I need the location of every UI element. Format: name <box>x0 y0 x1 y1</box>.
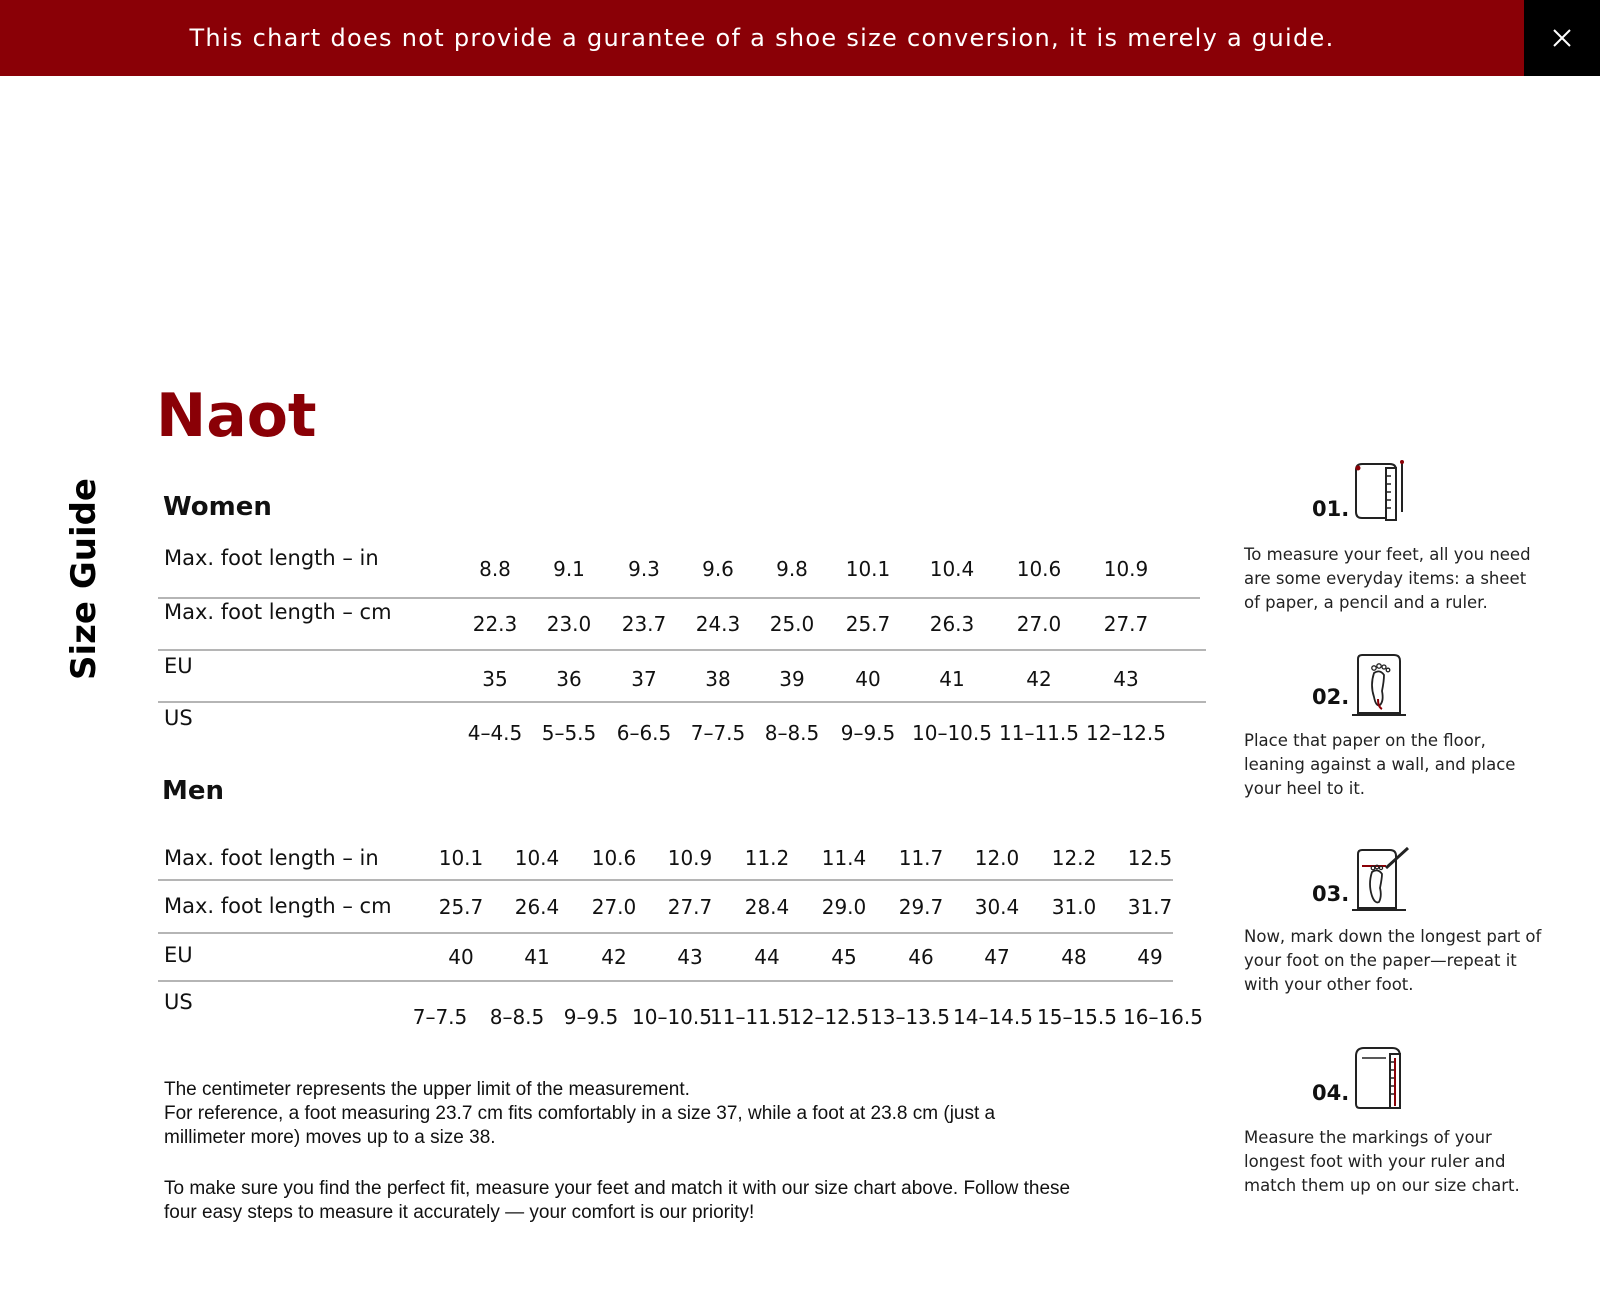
women-in-cell: 9.8 <box>776 557 808 581</box>
men-us-cell: 15–15.5 <box>1037 1005 1117 1029</box>
men-cm-label: Max. foot length – cm <box>164 894 392 918</box>
men-in-cell: 11.7 <box>898 846 944 870</box>
women-in-label: Max. foot length – in <box>164 546 379 570</box>
men-us-cell: 8–8.5 <box>489 1005 545 1029</box>
women-cm-label: Max. foot length – cm <box>164 600 392 624</box>
men-us-cell: 9–9.5 <box>563 1005 619 1029</box>
men-us-cell: 13–13.5 <box>870 1005 950 1029</box>
paper-ruler-icon <box>1352 460 1412 524</box>
women-in-cell: 10.9 <box>1103 557 1149 581</box>
women-us-cell: 11–11.5 <box>999 721 1079 745</box>
naot-logo <box>156 388 366 452</box>
men-us-label: US <box>164 990 193 1014</box>
men-eu-cell: 46 <box>908 945 934 969</box>
men-in-cell: 12.2 <box>1051 846 1097 870</box>
women-in-cell: 10.6 <box>1016 557 1062 581</box>
note-line-2: For reference, a foot measuring 23.7 cm fits comfortably in a size 37, while a foot at 23.8 cm (just a millimeter more) moves up to a size 38. <box>164 1103 996 1148</box>
women-in-cell: 9.6 <box>702 557 734 581</box>
divider <box>158 980 1173 982</box>
step-2-text: Place that paper on the floor, leaning against a wall, and place your heel to it. <box>1244 731 1516 798</box>
men-us-cell: 7–7.5 <box>412 1005 468 1029</box>
women-cm-cell: 23.0 <box>546 612 592 636</box>
men-title: Men <box>162 776 225 806</box>
men-eu-cell: 41 <box>524 945 550 969</box>
step-1-text: To measure your feet, all you need are some everyday items: a sheet of paper, a pencil and a ruler. <box>1244 545 1531 612</box>
women-in-cell: 10.1 <box>845 557 891 581</box>
women-eu-cell: 35 <box>482 667 508 691</box>
women-us-label: US <box>164 706 193 730</box>
women-eu-cell: 41 <box>939 667 965 691</box>
women-eu-cell: 38 <box>705 667 731 691</box>
women-cm-cell: 22.3 <box>472 612 518 636</box>
men-cm-cell: 27.0 <box>591 895 637 919</box>
men-in-label: Max. foot length – in <box>164 846 379 870</box>
women-eu-cell: 37 <box>631 667 657 691</box>
men-eu-cell: 47 <box>984 945 1010 969</box>
step-3-text: Now, mark down the longest part of your foot on the paper—repeat it with your other foot. <box>1244 927 1542 994</box>
page-title: Size Guide <box>64 478 104 680</box>
women-cm-cell: 25.0 <box>769 612 815 636</box>
women-us-cell: 7–7.5 <box>690 721 746 745</box>
measure-paper-icon <box>1352 1044 1412 1112</box>
men-cm-cell: 27.7 <box>667 895 713 919</box>
women-in-cell: 8.8 <box>479 557 511 581</box>
women-cm-cell: 23.7 <box>621 612 667 636</box>
step-4-number: 04. <box>1312 1081 1350 1105</box>
women-us-cell: 8–8.5 <box>764 721 820 745</box>
women-in-cell: 9.3 <box>628 557 660 581</box>
men-us-cell: 11–11.5 <box>710 1005 790 1029</box>
women-us-cell: 4–4.5 <box>467 721 523 745</box>
men-eu-cell: 43 <box>677 945 703 969</box>
women-cm-cell: 27.0 <box>1016 612 1062 636</box>
mark-foot-icon <box>1350 846 1414 912</box>
men-eu-cell: 42 <box>601 945 627 969</box>
step-2-number: 02. <box>1312 685 1350 709</box>
divider <box>158 932 1173 934</box>
divider <box>158 701 1206 703</box>
women-us-cell: 5–5.5 <box>541 721 597 745</box>
women-us-cell: 9–9.5 <box>840 721 896 745</box>
men-cm-cell: 30.4 <box>974 895 1020 919</box>
disclaimer-banner <box>0 0 1524 76</box>
banner-message: This chart does not provide a gurantee of a shoe size conversion, it is merely a guide. <box>189 24 1335 52</box>
women-eu-cell: 39 <box>779 667 805 691</box>
step-4-text: Measure the markings of your longest foot with your ruler and match them up on our size chart. <box>1244 1128 1520 1195</box>
men-cm-cell: 29.0 <box>821 895 867 919</box>
men-eu-cell: 49 <box>1137 945 1163 969</box>
men-in-cell: 10.6 <box>591 846 637 870</box>
women-eu-cell: 36 <box>556 667 582 691</box>
men-eu-cell: 48 <box>1061 945 1087 969</box>
women-cm-cell: 24.3 <box>695 612 741 636</box>
men-in-cell: 11.4 <box>821 846 867 870</box>
men-cm-cell: 29.7 <box>898 895 944 919</box>
men-eu-cell: 40 <box>448 945 474 969</box>
men-eu-label: EU <box>164 943 193 967</box>
close-button[interactable] <box>1524 0 1600 76</box>
men-us-cell: 10–10.5 <box>632 1005 712 1029</box>
women-cm-cell: 25.7 <box>845 612 891 636</box>
women-in-cell: 9.1 <box>553 557 585 581</box>
step-1-number: 01. <box>1312 497 1350 521</box>
men-cm-cell: 26.4 <box>514 895 560 919</box>
men-us-cell: 16–16.5 <box>1123 1005 1203 1029</box>
note-line-1: The centimeter represents the upper limit of the measurement. <box>164 1079 690 1100</box>
men-in-cell: 12.5 <box>1127 846 1173 870</box>
divider <box>158 879 1173 881</box>
men-cm-cell: 31.0 <box>1051 895 1097 919</box>
women-eu-label: EU <box>164 654 193 678</box>
women-eu-cell: 43 <box>1113 667 1139 691</box>
men-eu-cell: 45 <box>831 945 857 969</box>
women-title: Women <box>163 492 272 522</box>
men-in-cell: 10.9 <box>667 846 713 870</box>
divider <box>158 597 1200 599</box>
foot-on-paper-icon <box>1350 651 1410 719</box>
men-us-cell: 12–12.5 <box>789 1005 869 1029</box>
men-in-cell: 12.0 <box>974 846 1020 870</box>
svg-text:Naot: Naot <box>156 388 317 451</box>
women-eu-cell: 42 <box>1026 667 1052 691</box>
step-3-number: 03. <box>1312 882 1350 906</box>
women-us-cell: 12–12.5 <box>1086 721 1166 745</box>
men-cm-cell: 28.4 <box>744 895 790 919</box>
women-us-cell: 10–10.5 <box>912 721 992 745</box>
women-cm-cell: 27.7 <box>1103 612 1149 636</box>
men-us-cell: 14–14.5 <box>953 1005 1033 1029</box>
women-us-cell: 6–6.5 <box>616 721 672 745</box>
men-cm-cell: 31.7 <box>1127 895 1173 919</box>
note-line-3: To make sure you find the perfect fit, measure your feet and match it with our size chart above. Follow these four easy steps to measure it accurately — your comfort is our priority! <box>164 1178 1071 1223</box>
men-in-cell: 11.2 <box>744 846 790 870</box>
close-icon <box>1552 28 1572 48</box>
women-cm-cell: 26.3 <box>929 612 975 636</box>
women-in-cell: 10.4 <box>929 557 975 581</box>
men-in-cell: 10.1 <box>438 846 484 870</box>
divider <box>158 649 1206 651</box>
women-eu-cell: 40 <box>855 667 881 691</box>
men-in-cell: 10.4 <box>514 846 560 870</box>
men-cm-cell: 25.7 <box>438 895 484 919</box>
men-eu-cell: 44 <box>754 945 780 969</box>
